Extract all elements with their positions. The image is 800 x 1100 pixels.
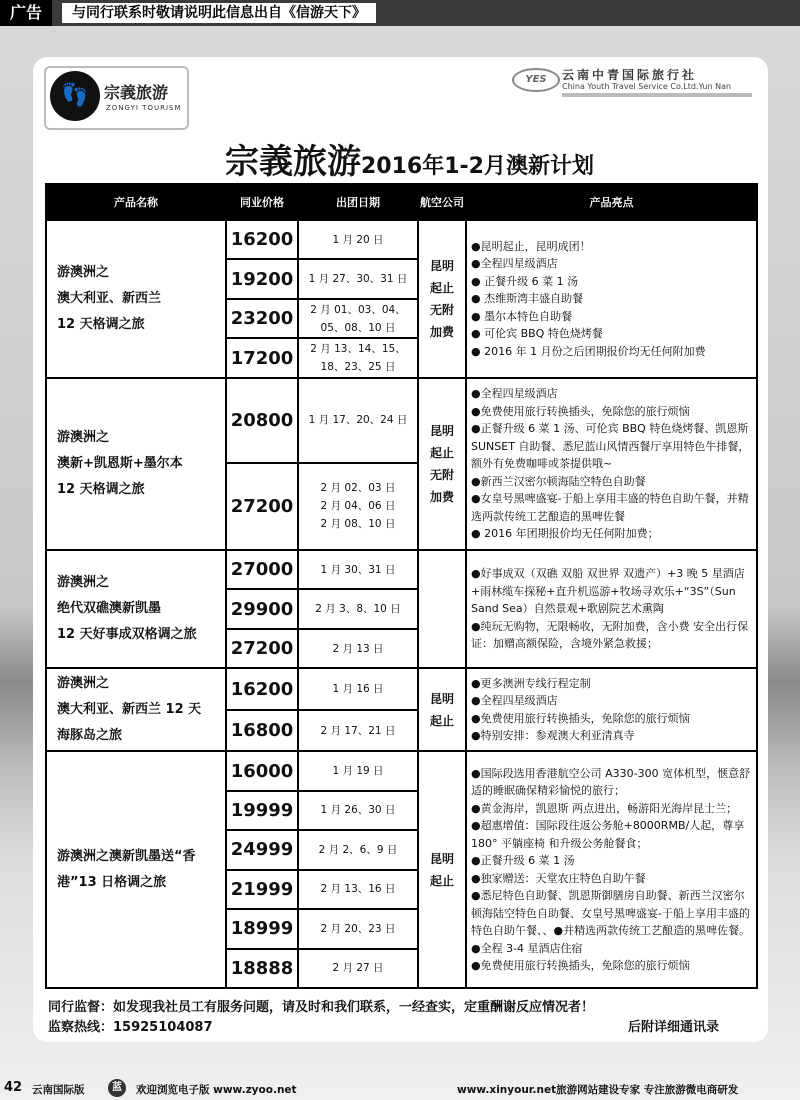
logo-english: ZONGYI TOURISM xyxy=(106,104,182,112)
highlights-cell xyxy=(466,220,757,378)
date-cell xyxy=(298,791,418,830)
highlights-cell xyxy=(466,668,757,751)
title-brand: 宗義旅游 xyxy=(225,142,361,182)
highlights-cell xyxy=(466,550,757,668)
product-name-line: 12 天格调之旅 xyxy=(57,481,145,497)
date-line: 18、23、25 日 xyxy=(320,361,396,374)
highlight-item: ●全程四星级酒店 xyxy=(471,257,558,271)
header-airline: 航空公司 xyxy=(418,184,466,220)
price-cell: 16800 xyxy=(226,710,298,752)
date-cell xyxy=(298,629,418,668)
ad-tag: 广告 xyxy=(0,0,52,26)
date-cell xyxy=(298,299,418,338)
table-row xyxy=(46,751,757,790)
product-name-line: 12 天好事成双格调之旅 xyxy=(57,627,197,643)
table-header-row xyxy=(46,184,757,220)
logo-name: 宗義旅游 xyxy=(104,83,169,102)
date-cell xyxy=(298,338,418,377)
date-line: 1 月 26、30 日 xyxy=(320,804,396,817)
source-notice: 与同行联系时敬请说明此信息出自《信游天下》 xyxy=(62,3,376,23)
price-cell: 24999 xyxy=(226,830,298,869)
date-line: 2 月 13、16 日 xyxy=(320,883,396,896)
airline-cell xyxy=(418,751,466,988)
price-cell: 27000 xyxy=(226,550,298,589)
table-row xyxy=(46,378,757,463)
price-cell: 19999 xyxy=(226,791,298,830)
date-line: 1 月 20 日 xyxy=(332,233,384,246)
product-name-line: 港”13 日格调之旅 xyxy=(57,874,167,890)
date-line: 2 月 20、23 日 xyxy=(320,922,396,935)
highlight-item: ●女皇号黑啤盛宴-于船上享用丰盛的特色自助午餐，并精选两款传统工艺酿造的黑啤佐餐 xyxy=(471,492,749,523)
highlight-item: ●全程 3-4 星酒店住宿 xyxy=(471,941,583,955)
footer-website: 欢迎浏览电子版 www.zyoo.net xyxy=(136,1084,297,1096)
price-cell: 27200 xyxy=(226,463,298,550)
highlight-item: ● 墨尔本特色自助餐 xyxy=(471,309,573,323)
date-cell xyxy=(298,259,418,298)
top-banner xyxy=(0,0,800,26)
date-line: 2 月 27 日 xyxy=(332,962,384,975)
product-name-line: 游澳洲之 xyxy=(57,675,110,691)
price-cell: 20800 xyxy=(226,378,298,463)
price-cell: 27200 xyxy=(226,629,298,668)
date-line: 2 月 13、14、15、 xyxy=(310,343,406,356)
airline-line: 起止 xyxy=(429,713,454,728)
date-cell xyxy=(298,550,418,589)
header-highlights: 产品亮点 xyxy=(466,184,757,220)
product-name-cell xyxy=(46,668,226,751)
highlight-item: ●国际段选用香港航空公司 A330-300 宽体机型，惬意舒适的睡眠确保精彩愉悦的旅行； xyxy=(471,766,751,798)
product-name-line: 游澳洲之 xyxy=(57,575,110,591)
partner-logo-icon: YES xyxy=(512,68,560,92)
airline-line: 无附 xyxy=(429,467,454,482)
date-line: 05、08、10 日 xyxy=(320,321,396,334)
date-line: 1 月 27、30、31 日 xyxy=(308,273,408,286)
highlight-item: ●新西兰汉密尔顿海陆空特色自助餐 xyxy=(471,474,646,488)
airline-line: 起止 xyxy=(429,873,454,888)
highlight-item: ●全程四星级酒店 xyxy=(471,387,558,401)
highlight-item: ●悉尼特色自助餐、凯恩斯御膳房自助餐、新西兰汉密尔顿海陆空特色自助餐、女皇号黑啤盛宴-于船上享用丰盛的特色自助午餐、、●并精选两款传统工艺酿造的黑啤佐餐。 xyxy=(471,889,751,938)
product-name-cell xyxy=(46,220,226,378)
price-cell: 29900 xyxy=(226,589,298,628)
footer-badge: 蓝 xyxy=(108,1079,126,1097)
table-row xyxy=(46,220,757,259)
highlight-item: ● 2016 年 1 月份之后团期报价均无任何附加费 xyxy=(471,344,706,358)
airline-line: 昆明 xyxy=(429,423,454,438)
title-plan: 2016年1-2月澳新计划 xyxy=(361,154,594,179)
product-name-line: 澳新+凯恩斯+墨尔本 xyxy=(57,455,183,471)
page-number: 42 xyxy=(4,1080,23,1095)
contact-directory-note: 后附详细通讯录 xyxy=(628,1020,720,1035)
highlight-item: ●免费使用旅行转换插头，免除您的旅行烦恼 xyxy=(471,959,690,973)
price-cell: 16200 xyxy=(226,220,298,259)
airline-line: 加费 xyxy=(429,489,454,504)
highlight-item: ● 正餐升级 6 菜 1 汤 xyxy=(471,274,579,288)
date-line: 2 月 02、03 日 xyxy=(320,482,396,495)
highlights-cell xyxy=(466,751,757,988)
product-name-cell xyxy=(46,550,226,668)
table-row xyxy=(46,550,757,589)
price-cell: 19200 xyxy=(226,259,298,298)
highlight-item: ●全程四星级酒店 xyxy=(471,694,558,708)
date-line: 2 月 08、10 日 xyxy=(320,518,396,531)
header-departure-date: 出团日期 xyxy=(298,184,418,220)
highlight-item: ●昆明起止，昆明成团！ xyxy=(471,239,591,253)
highlight-item: ●正餐升级 6 菜 1 汤 xyxy=(471,854,575,868)
page-footer xyxy=(0,1078,800,1100)
product-name-cell xyxy=(46,378,226,550)
airline-cell xyxy=(418,550,466,668)
page-title xyxy=(225,134,594,183)
date-line: 2 月 04、06 日 xyxy=(320,500,396,513)
date-cell xyxy=(298,830,418,869)
footer-edition: 云南国际版 xyxy=(32,1084,85,1096)
airline-line: 昆明 xyxy=(429,258,454,273)
highlight-item: ●免费使用旅行转换插头，免除您的旅行烦恼 xyxy=(471,711,690,725)
product-name-line: 海豚岛之旅 xyxy=(57,727,123,743)
product-name-line: 游澳洲之 xyxy=(57,264,110,280)
date-line: 1 月 16 日 xyxy=(332,683,384,696)
highlight-item: ●超惠增值：国际段往返公务舱+8000RMB/人起，尊享 180° 平躺座椅 和升级公务舱餐食； xyxy=(471,819,745,850)
highlight-item: ●独家赠送：天堂农庄特色自助午餐 xyxy=(471,871,646,885)
price-cell: 18999 xyxy=(226,909,298,948)
partner-english: China Youth Travel Service Co.Ltd.Yun Nan xyxy=(562,82,732,91)
header-price: 同业价格 xyxy=(226,184,298,220)
date-line: 1 月 30、31 日 xyxy=(320,563,396,576)
highlight-item: ●特别安排：参观澳大利亚清真寺 xyxy=(471,729,635,743)
airline-line: 起止 xyxy=(429,280,454,295)
highlight-item: ●更多澳洲专线行程定制 xyxy=(471,676,591,690)
price-cell: 18888 xyxy=(226,949,298,988)
partner-name: 云南中青国际旅行社 xyxy=(562,68,698,82)
tour-plan-body xyxy=(46,220,757,988)
airline-cell xyxy=(418,668,466,751)
product-name-line: 游澳洲之 xyxy=(57,429,110,445)
date-cell xyxy=(298,668,418,710)
brand-logo xyxy=(44,66,189,130)
airline-line: 起止 xyxy=(429,445,454,460)
date-line: 2 月 3、8、10 日 xyxy=(315,603,401,616)
date-cell xyxy=(298,751,418,790)
date-line: 2 月 01、03、04、 xyxy=(310,303,406,316)
product-name-line: 绝代双礁澳新凯墨 xyxy=(57,601,162,617)
price-cell: 16000 xyxy=(226,751,298,790)
footprint-logo-icon: 👣 xyxy=(50,71,100,121)
date-cell xyxy=(298,463,418,550)
tour-plan-table xyxy=(45,183,758,989)
date-cell xyxy=(298,909,418,948)
airline-line: 加费 xyxy=(429,324,454,339)
product-name-line: 游澳洲之澳新凯墨送“香 xyxy=(57,848,196,864)
airline-line: 昆明 xyxy=(429,691,454,706)
footer-slogan: www.xinyour.net旅游网站建设专家 专注旅游微电商研发 xyxy=(457,1084,739,1096)
highlight-item: ●正餐升级 6 菜 1 汤、可伦宾 BBQ 特色烧烤餐、凯恩斯 SUNSET 自助餐、悉尼蓝山风情西餐厅享用特色牛排餐，额外有免费咖啡或茶提供哦~ xyxy=(471,422,750,471)
date-line: 1 月 19 日 xyxy=(332,765,384,778)
partner-fine-print xyxy=(562,93,752,97)
date-cell xyxy=(298,710,418,752)
airline-cell xyxy=(418,378,466,550)
highlight-item: ●黄金海岸，凯恩斯 两点进出，畅游阳光海岸昆士兰； xyxy=(471,801,738,815)
table-row xyxy=(46,668,757,710)
date-line: 2 月 17、21 日 xyxy=(320,724,396,737)
date-line: 1 月 17、20、24 日 xyxy=(308,414,408,427)
supervision-hotline: 监察热线：15925104087 xyxy=(48,1020,213,1035)
highlight-item: ●好事成双（双礁 双船 双世界 双遗产）+3 晚 5 星酒店+雨林缆车探秘+直升机巡游+牧场寻欢乐+“3S”（Sun Sand Sea）自然景观+歌剧院艺术熏陶 xyxy=(471,567,745,616)
highlight-item: ● 2016 年团期报价均无任何附加费； xyxy=(471,527,659,541)
highlight-item: ●免费使用旅行转换插头，免除您的旅行烦恼 xyxy=(471,404,690,418)
product-name-line: 澳大利亚、新西兰 12 天 xyxy=(57,701,202,717)
product-name-line: 12 天格调之旅 xyxy=(57,316,145,332)
date-cell xyxy=(298,870,418,909)
price-cell: 23200 xyxy=(226,299,298,338)
product-name-cell xyxy=(46,751,226,988)
highlight-item: ●纯玩无购物，无限畅收，无附加费，含小费 安全出行保证：加赠高额保险，含境外紧急救援； xyxy=(471,619,749,651)
date-cell xyxy=(298,589,418,628)
date-cell xyxy=(298,949,418,988)
product-name-line: 澳大利亚、新西兰 xyxy=(57,290,162,306)
header-product-name: 产品名称 xyxy=(46,184,226,220)
airline-line: 无附 xyxy=(429,302,454,317)
price-cell: 16200 xyxy=(226,668,298,710)
highlight-item: ● 可伦宾 BBQ 特色烧烤餐 xyxy=(471,327,603,341)
airline-cell xyxy=(418,220,466,378)
airline-line: 昆明 xyxy=(429,851,454,866)
date-line: 2 月 13 日 xyxy=(332,642,384,655)
supervision-notice: 同行监督：如发现我社员工有服务问题，请及时和我们联系，一经查实，定重酬谢反应情况者！ xyxy=(48,1000,595,1015)
price-cell: 17200 xyxy=(226,338,298,377)
date-cell xyxy=(298,378,418,463)
highlight-item: ● 杰维斯湾丰盛自助餐 xyxy=(471,292,584,306)
date-cell xyxy=(298,220,418,259)
date-line: 2 月 2、6、9 日 xyxy=(318,843,398,856)
price-cell: 21999 xyxy=(226,870,298,909)
highlights-cell xyxy=(466,378,757,550)
